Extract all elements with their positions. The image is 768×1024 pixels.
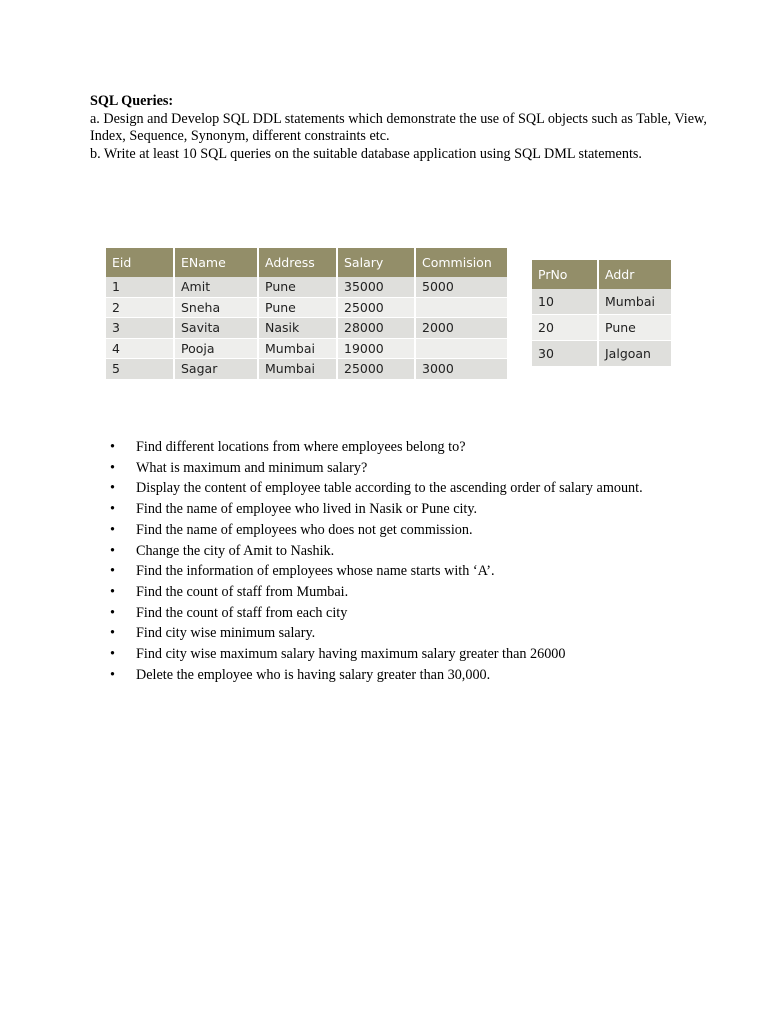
column-header-commision: Commision — [415, 248, 507, 277]
project-table — [532, 260, 671, 367]
bullet-icon: • — [110, 646, 115, 663]
question-text: Find the count of staff from Mumbai. — [136, 583, 349, 600]
bullet-icon: • — [110, 625, 115, 642]
table-row — [532, 289, 671, 315]
task-b-text: b. Write at least 10 SQL queries on the suitable database application using SQL DML statements. — [90, 145, 642, 162]
bullet-icon: • — [110, 439, 115, 455]
table-row — [106, 277, 507, 297]
bullet-icon: • — [110, 480, 115, 497]
table-cell: Nasik — [258, 318, 337, 339]
column-header-ename: EName — [174, 248, 258, 277]
question-text: Find the count of staff from each city — [136, 604, 348, 621]
bullet-icon: • — [110, 604, 115, 621]
table-cell: Mumbai — [598, 289, 671, 315]
intro-section — [90, 93, 730, 163]
list-item — [110, 623, 730, 644]
question-text: Find city wise minimum salary. — [136, 625, 316, 642]
table-cell: Pune — [598, 315, 671, 341]
table-row — [106, 359, 507, 380]
table-cell: 3 — [106, 318, 174, 339]
table-cell: 5000 — [415, 277, 507, 297]
table-cell: Pooja — [174, 338, 258, 359]
task-a-text: a. Design and Develop SQL DDL statements which demonstrate the use of SQL objects such as Table, View, Index, Sequence, Synonym, different constraints etc. — [90, 110, 707, 144]
question-text: Delete the employee who is having salary greater than 30,000. — [136, 666, 491, 683]
bullet-icon: • — [110, 521, 115, 538]
table-cell: 35000 — [337, 277, 415, 297]
list-item — [110, 437, 730, 458]
table-cell: Sneha — [174, 297, 258, 318]
column-header-eid: Eid — [106, 248, 174, 277]
column-header-address: Address — [258, 248, 337, 277]
section-heading: SQL Queries: — [90, 93, 174, 109]
table-cell: 19000 — [337, 338, 415, 359]
list-item — [110, 541, 730, 562]
project-table-header-row — [532, 260, 671, 289]
table-cell: Sagar — [174, 359, 258, 380]
question-text: Find city wise maximum salary having maximum salary greater than 26000 — [136, 646, 566, 663]
table-cell: 2 — [106, 297, 174, 318]
table-cell: 28000 — [337, 318, 415, 339]
list-item — [110, 520, 730, 541]
table-cell: 25000 — [337, 359, 415, 380]
list-item — [110, 499, 730, 520]
table-cell: Pune — [258, 277, 337, 297]
table-cell: 25000 — [337, 297, 415, 318]
list-item — [110, 582, 730, 603]
table-cell: 2000 — [415, 318, 507, 339]
employee-table-header-row — [106, 248, 507, 277]
question-list — [110, 437, 730, 685]
list-item — [110, 665, 730, 686]
table-row — [106, 338, 507, 359]
table-cell: Mumbai — [258, 359, 337, 380]
bullet-icon: • — [110, 542, 115, 559]
table-cell: 3000 — [415, 359, 507, 380]
question-text: What is maximum and minimum salary? — [136, 459, 368, 476]
table-cell: 20 — [532, 315, 598, 341]
bullet-icon: • — [110, 583, 115, 600]
table-cell: 4 — [106, 338, 174, 359]
table-row — [106, 297, 507, 318]
bullet-icon: • — [110, 563, 115, 580]
question-text: Find the name of employee who lived in Nasik or Pune city. — [136, 501, 478, 518]
bullet-icon: • — [110, 459, 115, 476]
table-cell — [415, 297, 507, 318]
list-item — [110, 458, 730, 479]
list-item — [110, 478, 730, 499]
column-header-addr: Addr — [598, 260, 671, 289]
column-header-salary: Salary — [337, 248, 415, 277]
list-item — [110, 561, 730, 582]
employee-table — [106, 248, 507, 380]
table-row — [532, 315, 671, 341]
question-text: Find the name of employees who does not get commission. — [136, 521, 473, 538]
question-text: Find the information of employees whose name starts with ‘A’. — [136, 563, 495, 580]
table-cell — [415, 338, 507, 359]
table-row — [106, 318, 507, 339]
table-cell: 30 — [532, 341, 598, 367]
question-text: Display the content of employee table according to the ascending order of salary amount. — [136, 480, 643, 497]
table-row — [532, 341, 671, 367]
table-cell: Jalgoan — [598, 341, 671, 367]
table-cell: 10 — [532, 289, 598, 315]
question-text: Find different locations from where employees belong to? — [136, 439, 466, 455]
table-cell: Mumbai — [258, 338, 337, 359]
table-cell: Savita — [174, 318, 258, 339]
list-item — [110, 644, 730, 665]
table-cell: Amit — [174, 277, 258, 297]
table-cell: Pune — [258, 297, 337, 318]
table-cell: 1 — [106, 277, 174, 297]
table-cell: 5 — [106, 359, 174, 380]
bullet-icon: • — [110, 666, 115, 683]
column-header-prno: PrNo — [532, 260, 598, 289]
question-text: Change the city of Amit to Nashik. — [136, 542, 335, 559]
list-item — [110, 603, 730, 624]
bullet-icon: • — [110, 501, 115, 518]
